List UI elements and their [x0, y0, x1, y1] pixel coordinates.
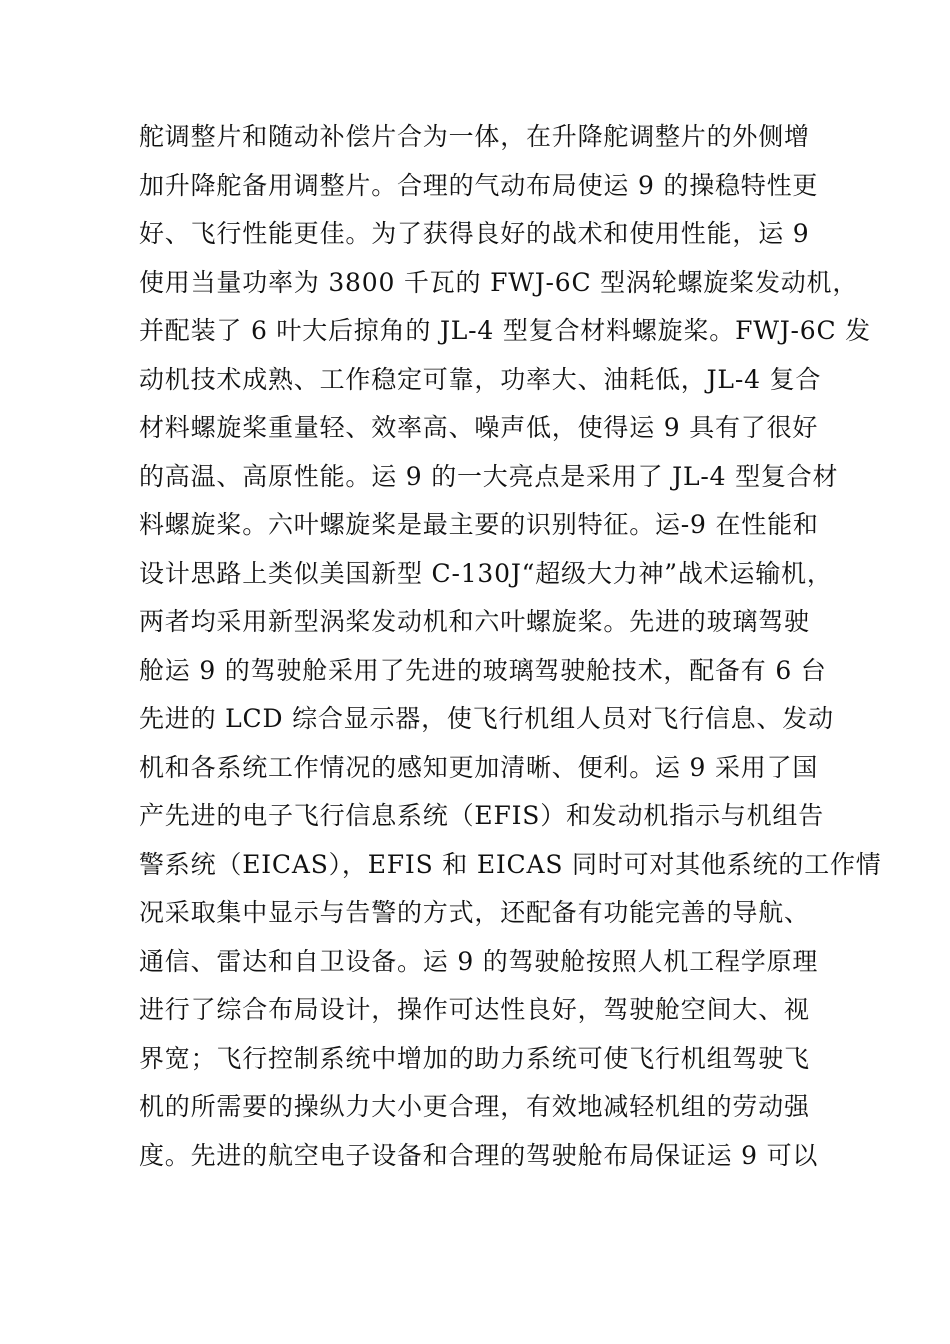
text-line: 的高温、高原性能。运 9 的一大亮点是采用了 JL-4 型复合材 [139, 461, 839, 491]
text-line: 设计思路上类似美国新型 C-130J“超级大力神”战术运输机， [139, 558, 833, 588]
text-line: 舵调整片和随动补偿片合为一体，在升降舵调整片的外侧增 [139, 122, 810, 151]
text-line: 材料螺旋桨重量轻、效率高、噪声低，使得运 9 具有了很好 [139, 413, 819, 442]
text-line: 舱运 9 的驾驶舱采用了先进的玻璃驾驶舱技术，配备有 6 台 [139, 655, 827, 685]
body-paragraph [139, 113, 882, 1180]
text-line: 警系统（EICAS），EFIS 和 EICAS 同时可对其他系统的工作情 [139, 849, 882, 879]
text-line: 并配装了 6 叶大后掠角的 JL-4 型复合材料螺旋桨。FWJ-6C 发 [139, 316, 871, 345]
text-line: 机的所需要的操纵力大小更合理，有效地减轻机组的劳动强 [139, 1092, 810, 1121]
text-line: 使用当量功率为 3800 千瓦的 FWJ-6C 型涡轮螺旋桨发动机， [139, 267, 859, 297]
text-line: 通信、雷达和自卫设备。运 9 的驾驶舱按照人机工程学原理 [139, 946, 819, 976]
text-line: 料螺旋桨。六叶螺旋桨是最主要的识别特征。运-9 在性能和 [139, 510, 819, 539]
text-line: 进行了综合布局设计，操作可达性良好，驾驶舱空间大、视 [139, 995, 810, 1024]
text-line: 动机技术成熟、工作稳定可靠，功率大、油耗低，JL-4 复合 [139, 364, 822, 394]
text-line: 况采取集中显示与告警的方式，还配备有功能完善的导航、 [139, 898, 810, 927]
text-line: 度。先进的航空电子设备和合理的驾驶舱布局保证运 9 可以 [139, 1140, 819, 1170]
text-line: 产先进的电子飞行信息系统（EFIS）和发动机指示与机组告 [139, 801, 824, 830]
text-line: 好、飞行性能更佳。为了获得良好的战术和使用性能，运 9 [139, 219, 810, 248]
text-line: 加升降舵备用调整片。合理的气动布局使运 9 的操稳特性更 [139, 170, 819, 200]
text-line: 界宽；飞行控制系统中增加的助力系统可使飞行机组驾驶飞 [139, 1043, 810, 1073]
text-line: 先进的 LCD 综合显示器，使飞行机组人员对飞行信息、发动 [139, 704, 834, 733]
text-line: 机和各系统工作情况的感知更加清晰、便利。运 9 采用了国 [139, 752, 819, 782]
text-line: 两者均采用新型涡桨发动机和六叶螺旋桨。先进的玻璃驾驶 [139, 607, 810, 636]
